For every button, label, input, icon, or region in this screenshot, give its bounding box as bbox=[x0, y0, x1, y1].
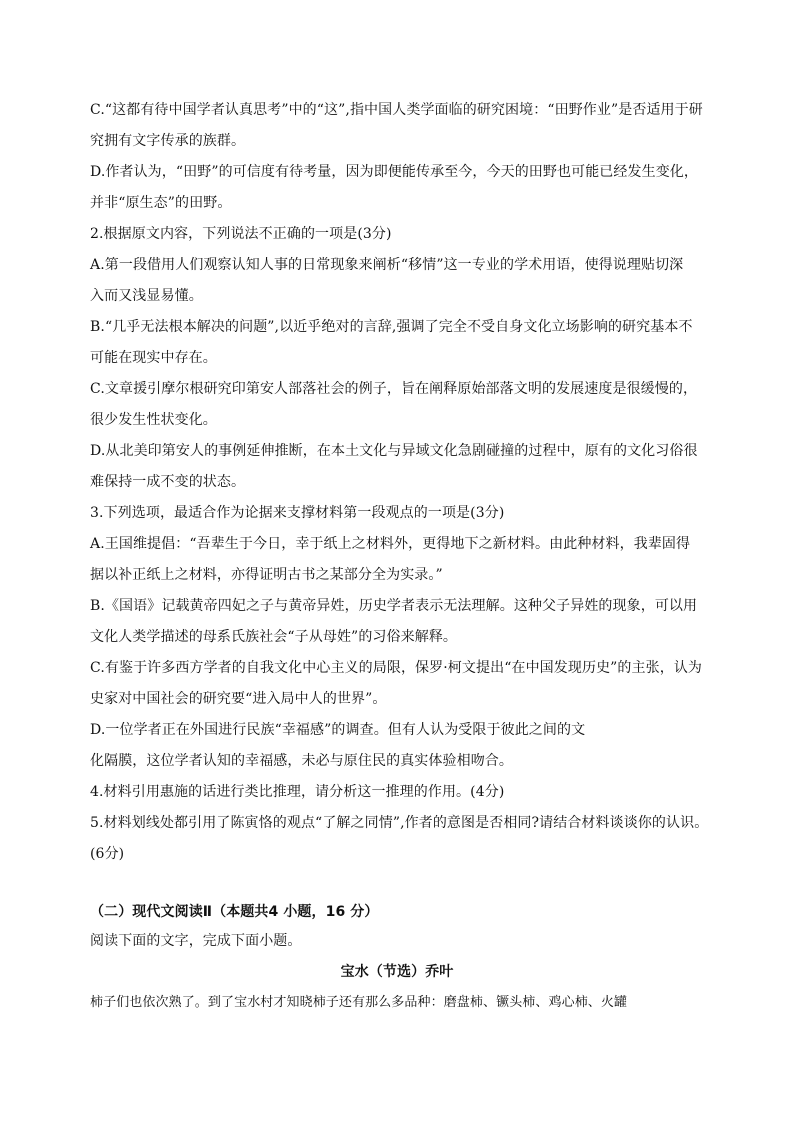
question-2: 2.根据原文内容，下列说法不正确的一项是(3分) bbox=[90, 226, 392, 242]
q3-option-b-line-2: 文化人类学描述的母系氏族社会“子从母姓”的习俗来解释。 bbox=[90, 629, 458, 645]
q3-option-b-line-1: B.《国语》记载黄帝四妃之子与黄帝异姓，历史学者表示无法理解。这种父子异姓的现象，可以用 bbox=[90, 598, 698, 614]
q3-option-a-line-2: 据以补正纸上之材料，亦得证明古书之某部分全为实录。” bbox=[90, 567, 443, 583]
q2-option-d-line-2: 难保持一成不变的状态。 bbox=[90, 474, 246, 490]
q2-option-b-line-1: B.“几乎无法根本解决的问题”,以近乎绝对的言辞,强调了完全不受自身文化立场影响的研究基本不 bbox=[90, 319, 693, 335]
q2-option-c-line-1: C.文章援引摩尔根研究印第安人部落社会的例子，旨在阐释原始部落文明的发展速度是很缓慢的， bbox=[90, 381, 698, 397]
q2-option-d-line-1: D.从北美印第安人的事例延伸推断，在本土文化与异域文化急剧碰撞的过程中，原有的文化习俗很 bbox=[90, 443, 698, 459]
question-5-line-1: 5.材料划线处都引用了陈寅恪的观点“了解之同情”,作者的意图是否相同?请结合材料谈谈你的认识。 bbox=[90, 815, 709, 831]
reading-instruction: 阅读下面的文字，完成下面小题。 bbox=[90, 933, 302, 949]
section-heading: （二）现代文阅读Ⅱ（本题共4 小题，16 分） bbox=[90, 904, 379, 920]
option-d-line-2: 并非“原生态”的田野。 bbox=[90, 195, 232, 211]
question-3: 3.下列选项，最适合作为论据来支撑材料第一段观点的一项是(3分) bbox=[90, 505, 505, 521]
option-c-line-1: C.“这都有待中国学者认真思考”中的“这”,指中国人类学面临的研究困境：“田野作业”是否适用于研 bbox=[90, 102, 703, 118]
q3-option-d-line-1: D.一位学者正在外国进行民族“幸福感”的调查。但有人认为受限于彼此之间的文 bbox=[90, 722, 586, 738]
q2-option-b-line-2: 可能在现实中存在。 bbox=[90, 350, 217, 366]
q2-option-a-line-2: 入而又浅显易懂。 bbox=[90, 288, 203, 304]
q2-option-c-line-2: 很少发生性状变化。 bbox=[90, 412, 217, 428]
passage-first-line: 柿子们也依次熟了。到了宝水村才知晓柿子还有那么多品种：磨盘柿、镢头柿、鸡心柿、火罐 bbox=[90, 995, 628, 1010]
passage-title: 宝水（节选）乔叶 bbox=[340, 964, 454, 980]
question-4: 4.材料引用惠施的话进行类比推理，请分析这一推理的作用。(4分) bbox=[90, 784, 505, 800]
question-5-line-2: (6分) bbox=[90, 846, 125, 862]
q3-option-c-line-2: 史家对中国社会的研究要“进入局中人的世界”。 bbox=[90, 691, 387, 707]
option-c-line-2: 究拥有文字传承的族群。 bbox=[90, 133, 246, 149]
q3-option-d-line-2: 化隔膜，这位学者认知的幸福感，未必与原住民的真实体验相吻合。 bbox=[90, 753, 513, 769]
option-d-line-1: D.作者认为，“田野”的可信度有待考量，因为即便能传承至今，今天的田野也可能已经发生变化， bbox=[90, 164, 698, 180]
q3-option-c-line-1: C.有鉴于许多西方学者的自我文化中心主义的局限，保罗·柯文提出“在中国发现历史”的主张，认为 bbox=[90, 660, 703, 676]
q2-option-a-line-1: A.第一段借用人们观察认知人事的日常现象来阐析“移情”这一专业的学术用语，使得说理贴切深 bbox=[90, 257, 684, 273]
q3-option-a-line-1: A.王国维提倡：“吾辈生于今日，幸于纸上之材料外，更得地下之新材料。由此种材料，我辈固得 bbox=[90, 536, 691, 552]
